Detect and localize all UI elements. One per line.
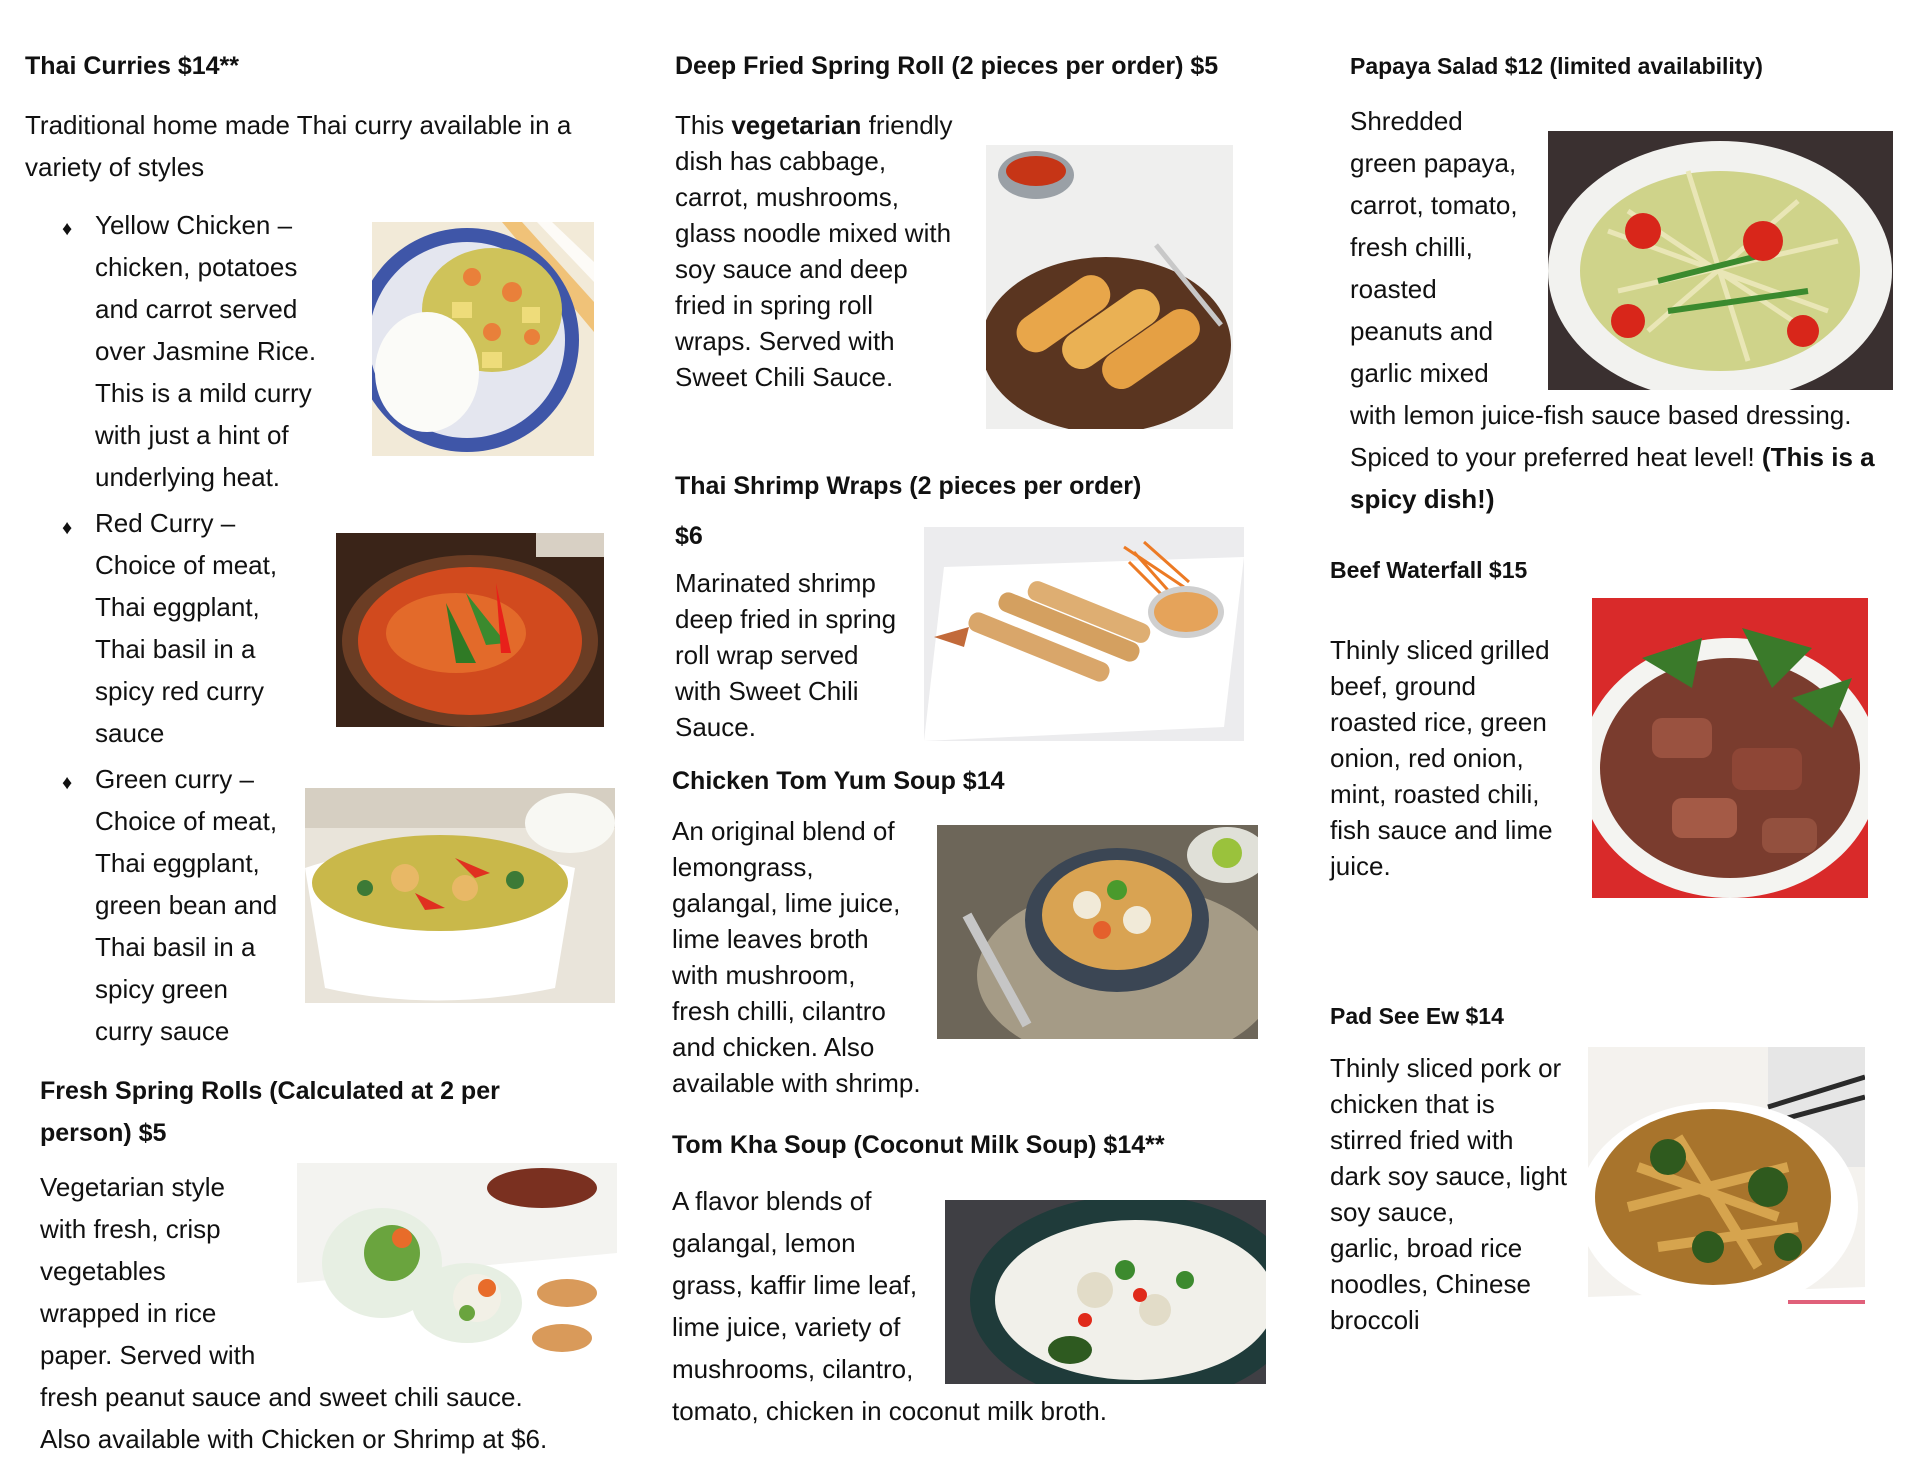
fresh-rolls-line: wrapped in rice bbox=[40, 1298, 217, 1328]
spring-roll-line: carrot, mushrooms, bbox=[675, 182, 899, 212]
curries-intro bbox=[25, 104, 571, 188]
tom-kha-line: tomato, chicken in coconut milk broth. bbox=[672, 1396, 1107, 1426]
pad-see-ew-heading: Pad See Ew $14 bbox=[1330, 1003, 1504, 1029]
pad-see-ew-line: stirred fried with bbox=[1330, 1125, 1514, 1155]
shrimp-heading-line: $6 bbox=[675, 522, 703, 550]
spring-roll-line: soy sauce and deep bbox=[675, 254, 908, 284]
tom-kha-photo bbox=[945, 1200, 1266, 1384]
tom-yum-description bbox=[672, 813, 921, 1101]
tom-yum-line: lime leaves broth bbox=[672, 924, 869, 954]
tom-yum-line: fresh chilli, cilantro bbox=[672, 996, 886, 1026]
shrimp-line: deep fried in spring bbox=[675, 604, 897, 634]
text-span: friendly bbox=[861, 110, 953, 140]
red-curry-line: Red Curry – bbox=[95, 508, 236, 538]
shrimp-line: Marinated shrimp bbox=[675, 568, 876, 598]
yellow-curry-line: This is a mild curry bbox=[95, 378, 312, 408]
pad-see-ew-line: chicken that is bbox=[1330, 1089, 1495, 1119]
yellow-curry-line: underlying heat. bbox=[95, 462, 281, 492]
beef-line: juice. bbox=[1330, 851, 1391, 881]
bullet-diamond-icon: ♦ bbox=[62, 772, 73, 794]
shrimp-heading-line: Thai Shrimp Wraps (2 pieces per order) bbox=[675, 472, 1142, 500]
green-curry-line: Thai basil in a bbox=[95, 932, 256, 962]
pad-see-ew-line: broccoli bbox=[1330, 1305, 1420, 1335]
tom-yum-heading: Chicken Tom Yum Soup $14 bbox=[672, 767, 1005, 795]
red-curry-line: spicy red curry bbox=[95, 676, 265, 706]
shrimp-wraps-description bbox=[675, 565, 896, 745]
yellow-curry-line: chicken, potatoes bbox=[95, 252, 298, 282]
beef-waterfall-heading: Beef Waterfall $15 bbox=[1330, 557, 1528, 583]
tom-yum-line: An original blend of bbox=[672, 816, 895, 846]
fresh-rolls-line: with fresh, crisp bbox=[40, 1214, 221, 1244]
papaya-line: roasted bbox=[1350, 274, 1437, 304]
green-curry-line: Green curry – bbox=[95, 764, 254, 794]
spring-roll-line: dish has cabbage, bbox=[675, 146, 887, 176]
red-curry-photo bbox=[336, 533, 604, 727]
yellow-curry-line: with just a hint of bbox=[95, 420, 289, 450]
beef-line: beef, ground bbox=[1330, 671, 1477, 701]
spring-roll-line: glass noodle mixed with bbox=[675, 218, 952, 248]
tom-yum-line: lemongrass, bbox=[672, 852, 814, 882]
pad-see-ew-line: dark soy sauce, light bbox=[1330, 1161, 1568, 1191]
tom-kha-line: lime juice, variety of bbox=[672, 1312, 901, 1342]
spring-roll-line bbox=[675, 107, 952, 143]
beef-line: mint, roasted chili, bbox=[1330, 779, 1540, 809]
spring-roll-line: wraps. Served with bbox=[675, 326, 895, 356]
pad-see-ew-line: soy sauce, bbox=[1330, 1197, 1455, 1227]
papaya-line: Shredded bbox=[1350, 106, 1463, 136]
fresh-rolls-line: fresh peanut sauce and sweet chili sauce. bbox=[40, 1382, 523, 1412]
yellow-curry-line: and carrot served bbox=[95, 294, 298, 324]
spicy-warning: (This is a bbox=[1761, 442, 1875, 472]
yellow-curry-line: over Jasmine Rice. bbox=[95, 336, 317, 366]
papaya-line bbox=[1350, 436, 1875, 478]
beef-waterfall-photo bbox=[1592, 598, 1868, 898]
tom-yum-line: available with shrimp. bbox=[672, 1068, 921, 1098]
fresh-rolls-line: paper. Served with bbox=[40, 1340, 256, 1370]
green-curry-line: curry sauce bbox=[95, 1016, 230, 1046]
spring-roll-description bbox=[675, 107, 952, 395]
red-curry-line: Thai eggplant, bbox=[95, 592, 260, 622]
pad-see-ew-photo bbox=[1588, 1047, 1865, 1323]
bullet-diamond-icon: ♦ bbox=[62, 517, 73, 539]
spring-roll-line: fried in spring roll bbox=[675, 290, 873, 320]
shrimp-line: Sauce. bbox=[675, 712, 756, 742]
tom-kha-line: galangal, lemon bbox=[672, 1228, 856, 1258]
bullet-diamond-icon: ♦ bbox=[62, 218, 73, 240]
red-curry-line: Thai basil in a bbox=[95, 634, 256, 664]
vegetarian-emphasis: vegetarian bbox=[731, 110, 862, 140]
papaya-salad-photo bbox=[1548, 131, 1893, 390]
green-curry-description bbox=[95, 758, 277, 1052]
spring-roll-photo bbox=[986, 145, 1233, 429]
tom-yum-photo bbox=[937, 825, 1258, 1039]
curries-intro-line: Traditional home made Thai curry available in a bbox=[25, 110, 572, 140]
deep-fried-spring-roll-heading: Deep Fried Spring Roll (2 pieces per order) $5 bbox=[675, 52, 1219, 80]
beef-line: Thinly sliced grilled bbox=[1330, 635, 1550, 665]
tom-yum-line: with mushroom, bbox=[672, 960, 856, 990]
papaya-line: garlic mixed bbox=[1350, 358, 1489, 388]
tom-kha-line: A flavor blends of bbox=[672, 1186, 872, 1216]
pad-see-ew-line: noodles, Chinese bbox=[1330, 1269, 1531, 1299]
pad-see-ew-description bbox=[1330, 1050, 1567, 1338]
green-curry-line: Thai eggplant, bbox=[95, 848, 260, 878]
shrimp-line: roll wrap served bbox=[675, 640, 859, 670]
red-curry-line: sauce bbox=[95, 718, 165, 748]
yellow-curry-description bbox=[95, 204, 316, 498]
tom-kha-line: mushrooms, cilantro, bbox=[672, 1354, 914, 1384]
fresh-rolls-heading-line: person) $5 bbox=[40, 1119, 167, 1147]
pad-see-ew-line: Thinly sliced pork or bbox=[1330, 1053, 1562, 1083]
papaya-line: carrot, tomato, bbox=[1350, 190, 1518, 220]
red-curry-line: Choice of meat, bbox=[95, 550, 278, 580]
beef-waterfall-description bbox=[1330, 632, 1553, 884]
red-curry-description bbox=[95, 502, 277, 754]
tom-kha-heading: Tom Kha Soup (Coconut Milk Soup) $14** bbox=[672, 1131, 1165, 1159]
beef-line: fish sauce and lime bbox=[1330, 815, 1553, 845]
papaya-line: green papaya, bbox=[1350, 148, 1517, 178]
fresh-rolls-line: Also available with Chicken or Shrimp at $6. bbox=[40, 1424, 548, 1454]
fresh-rolls-heading-line: Fresh Spring Rolls (Calculated at 2 per bbox=[40, 1077, 500, 1105]
yellow-curry-line: Yellow Chicken – bbox=[95, 210, 293, 240]
papaya-line: with lemon juice-fish sauce based dressing. bbox=[1350, 400, 1852, 430]
text-span: Spiced to your preferred heat level! bbox=[1350, 442, 1762, 472]
papaya-line: peanuts and bbox=[1350, 316, 1494, 346]
fresh-spring-rolls-photo bbox=[297, 1163, 617, 1375]
shrimp-line: with Sweet Chili bbox=[675, 676, 859, 706]
tom-yum-line: galangal, lime juice, bbox=[672, 888, 901, 918]
thai-curries-heading: Thai Curries $14** bbox=[25, 52, 239, 80]
fresh-rolls-line: vegetables bbox=[40, 1256, 166, 1286]
green-curry-line: green bean and bbox=[95, 890, 278, 920]
green-curry-photo bbox=[305, 788, 615, 1003]
spicy-warning: spicy dish!) bbox=[1350, 484, 1495, 514]
beef-line: roasted rice, green bbox=[1330, 707, 1547, 737]
fresh-spring-rolls-heading bbox=[40, 1070, 500, 1154]
yellow-curry-photo bbox=[372, 222, 594, 456]
spring-roll-line: Sweet Chili Sauce. bbox=[675, 362, 894, 392]
tom-yum-line: and chicken. Also bbox=[672, 1032, 875, 1062]
text-span: This bbox=[675, 110, 732, 140]
shrimp-wraps-photo bbox=[924, 527, 1244, 741]
pad-see-ew-line: garlic, broad rice bbox=[1330, 1233, 1523, 1263]
tom-kha-line: grass, kaffir lime leaf, bbox=[672, 1270, 918, 1300]
curries-intro-line: variety of styles bbox=[25, 152, 205, 182]
papaya-salad-heading: Papaya Salad $12 (limited availability) bbox=[1350, 53, 1763, 79]
papaya-line: fresh chilli, bbox=[1350, 232, 1473, 262]
fresh-rolls-line: Vegetarian style bbox=[40, 1172, 226, 1202]
papaya-line bbox=[1350, 478, 1875, 520]
green-curry-line: spicy green bbox=[95, 974, 228, 1004]
green-curry-line: Choice of meat, bbox=[95, 806, 278, 836]
beef-line: onion, red onion, bbox=[1330, 743, 1524, 773]
